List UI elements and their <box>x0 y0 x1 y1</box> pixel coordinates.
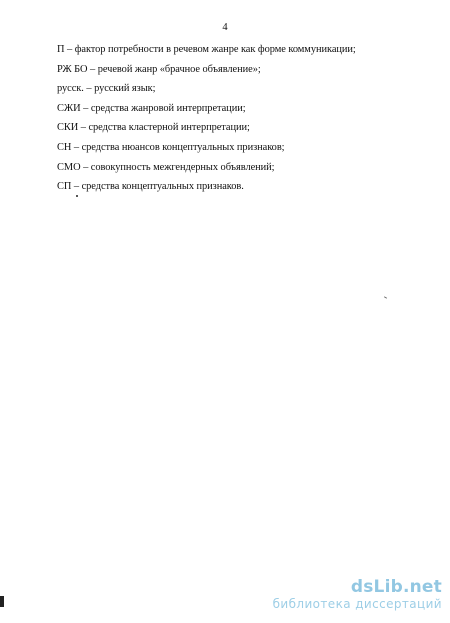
abbreviation-item: русск. – русский язык; <box>57 83 156 95</box>
scan-edge-mark <box>0 596 4 607</box>
abbreviation-item: СН – средства нюансов концептуальных признаков; <box>57 141 285 153</box>
abbreviation-item: СКИ – средства кластерной интерпретации; <box>57 122 250 134</box>
abbreviation-list <box>57 40 356 197</box>
page-number: 4 <box>222 22 228 33</box>
watermark-logo: dsLib.net <box>350 577 442 597</box>
abbreviation-item: СП – средства концептуальных признаков. <box>57 181 244 193</box>
abbreviation-item: СМО – совокупность межгендерных объявлений; <box>57 161 275 173</box>
abbreviation-item: П – фактор потребности в речевом жанре как форме коммуникации; <box>57 44 356 55</box>
scan-speck <box>384 296 387 298</box>
abbreviation-item: РЖ БО – речевой жанр «брачное объявление»; <box>57 63 261 75</box>
scan-speck <box>76 195 78 197</box>
watermark-subtitle: библиотека диссертаций <box>272 597 442 611</box>
watermark <box>273 578 442 611</box>
abbreviation-item: СЖИ – средства жанровой интерпретации; <box>57 102 246 114</box>
